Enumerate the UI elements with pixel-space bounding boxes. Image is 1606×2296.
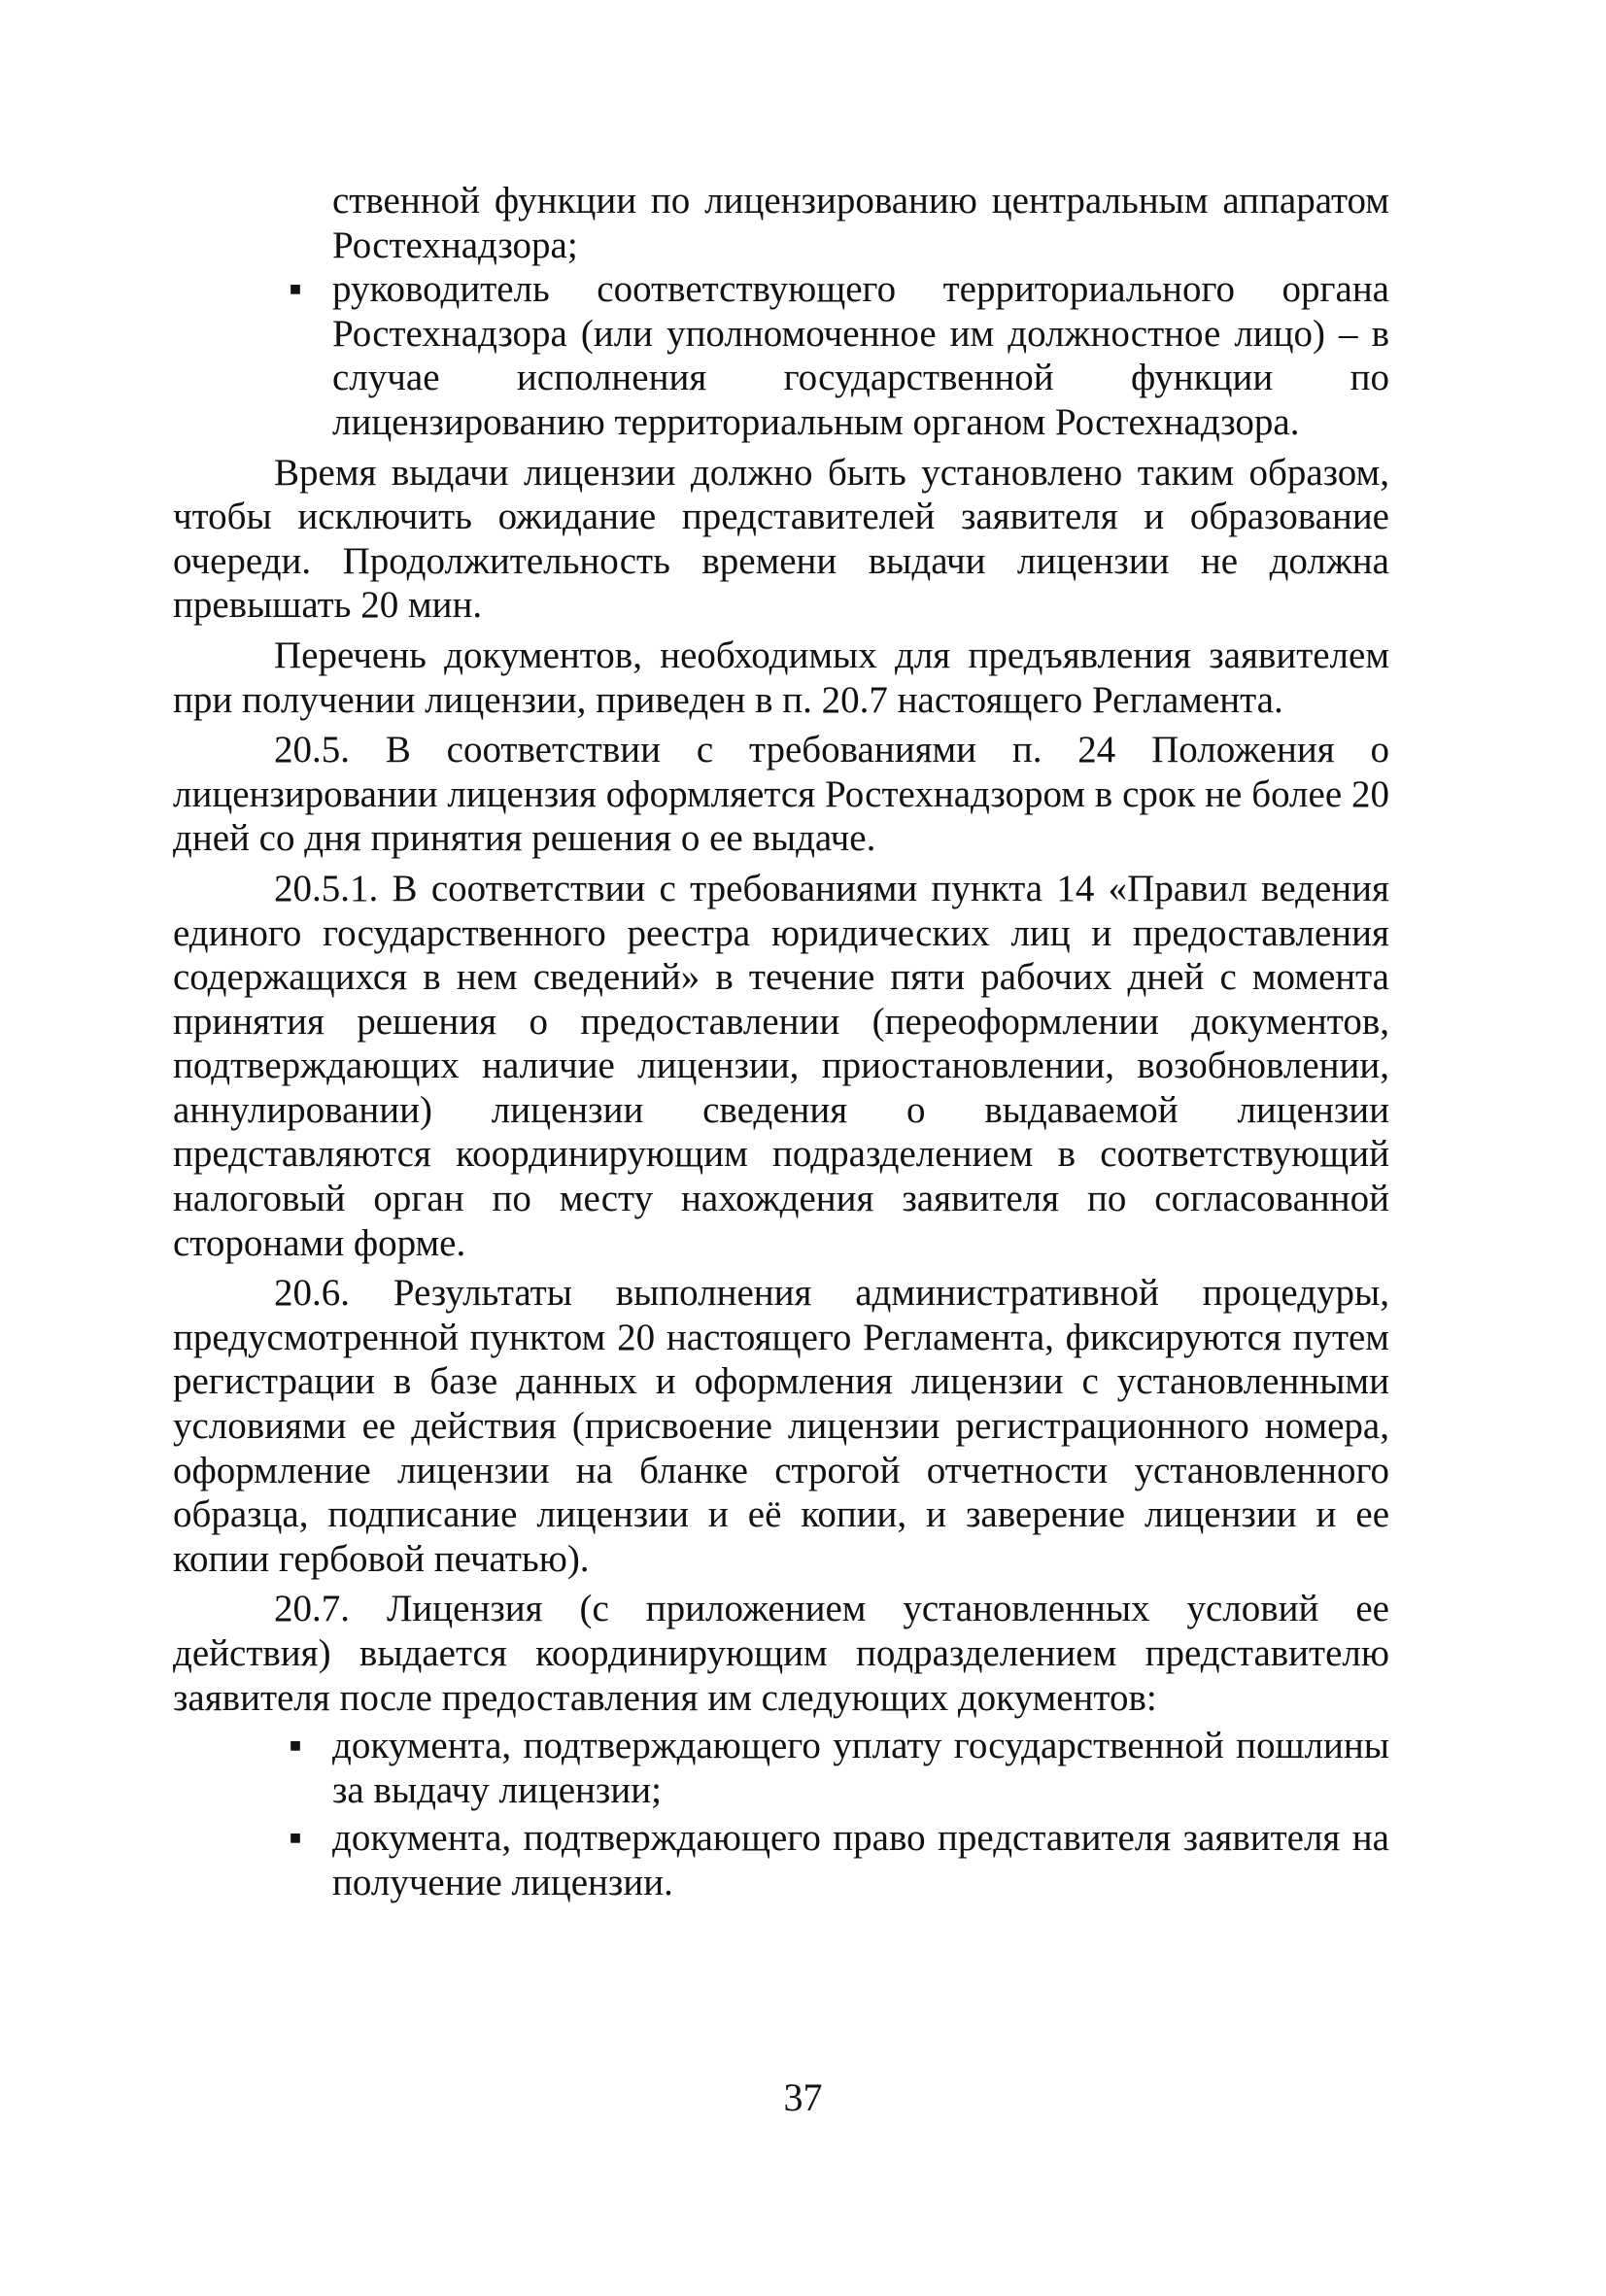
paragraph-20-6: 20.6. Результаты выполнения административной процедуры, предусмотренной пунктом 20 настоящего Регламента, фиксируются путем регистрации в базе данных и оформления лицензии с установленными условиями ее действия (присвоение лицензии регистрационного номера, оформление лицензии на бланке строгой отчетности установленного образца, подписание лицензии и её копии, и заверение лицензии и ее копии гербовой печатью). (173, 1272, 1389, 1580)
list-item-head (173, 267, 1389, 444)
document-body (173, 179, 1389, 1905)
paragraph-20-5: 20.5. В соответствии с требованиями п. 24 Положения о лицензировании лицензия оформляется Ростехнадзором в срок не более 20 дней со дня принятия решения о ее выдаче. (173, 729, 1389, 860)
paragraph-document-list: Перечень документов, необходимых для предъявления заявителем при получении лицензии, приведен в п. 20.7 настоящего Регламента. (173, 634, 1389, 721)
paragraph-20-5-1: 20.5.1. В соответствии с требованиями пункта 14 «Правил ведения единого государственного реестра юридических лиц и предоставления содержащихся в нем сведений» в течение пяти рабочих дней с момента принятия решения о предоставлении (переоформлении документов, подтверждающих наличие лицензии, приостановлении, возобновлении, аннулировании) лицензии сведения о выдаваемой лицензии представляются координирующим подразделением в соответствующий налоговый орган по месту нахождения заявителя по согласованной сторонами форме. (173, 867, 1389, 1264)
bullet-icon: ▪ (289, 268, 302, 311)
paragraph-20-7: 20.7. Лицензия (с приложением установленных условий ее действия) выдается координирующим подразделением представителю заявителя после предоставления им следующих документов: (173, 1588, 1389, 1719)
page-number: 37 (783, 2075, 823, 2119)
list-item-fee-document-text: документа, подтверждающего уплату государственной пошлины за выдачу лицензии; (332, 1725, 1389, 1811)
continued-list-item (173, 179, 1389, 267)
bullet-icon: ▪ (289, 1725, 302, 1767)
paragraph-issue-time: Время выдачи лицензии должно быть установлено таким образом, чтобы исключить ожидание представителей заявителя и образование очереди. Продолжительность времени выдачи лицензии не должна превышать 20 мин. (173, 451, 1389, 627)
continued-item-text: ственной функции по лицензированию центральным аппаратом Ростехнадзора; (332, 180, 1389, 266)
list-item-head-text: руководитель соответствующего территориального органа Ростехнадзора (или уполномоченное им должностное лицо) – в случае исполнения государственной функции по лицензированию территориальным органом Ростехнадзора. (332, 268, 1389, 443)
bullet-icon: ▪ (289, 1817, 302, 1860)
list-item-authority-document (173, 1816, 1389, 1904)
list-item-fee-document (173, 1724, 1389, 1812)
list-item-authority-document-text: документа, подтверждающего право представителя заявителя на получение лицензии. (332, 1817, 1389, 1903)
